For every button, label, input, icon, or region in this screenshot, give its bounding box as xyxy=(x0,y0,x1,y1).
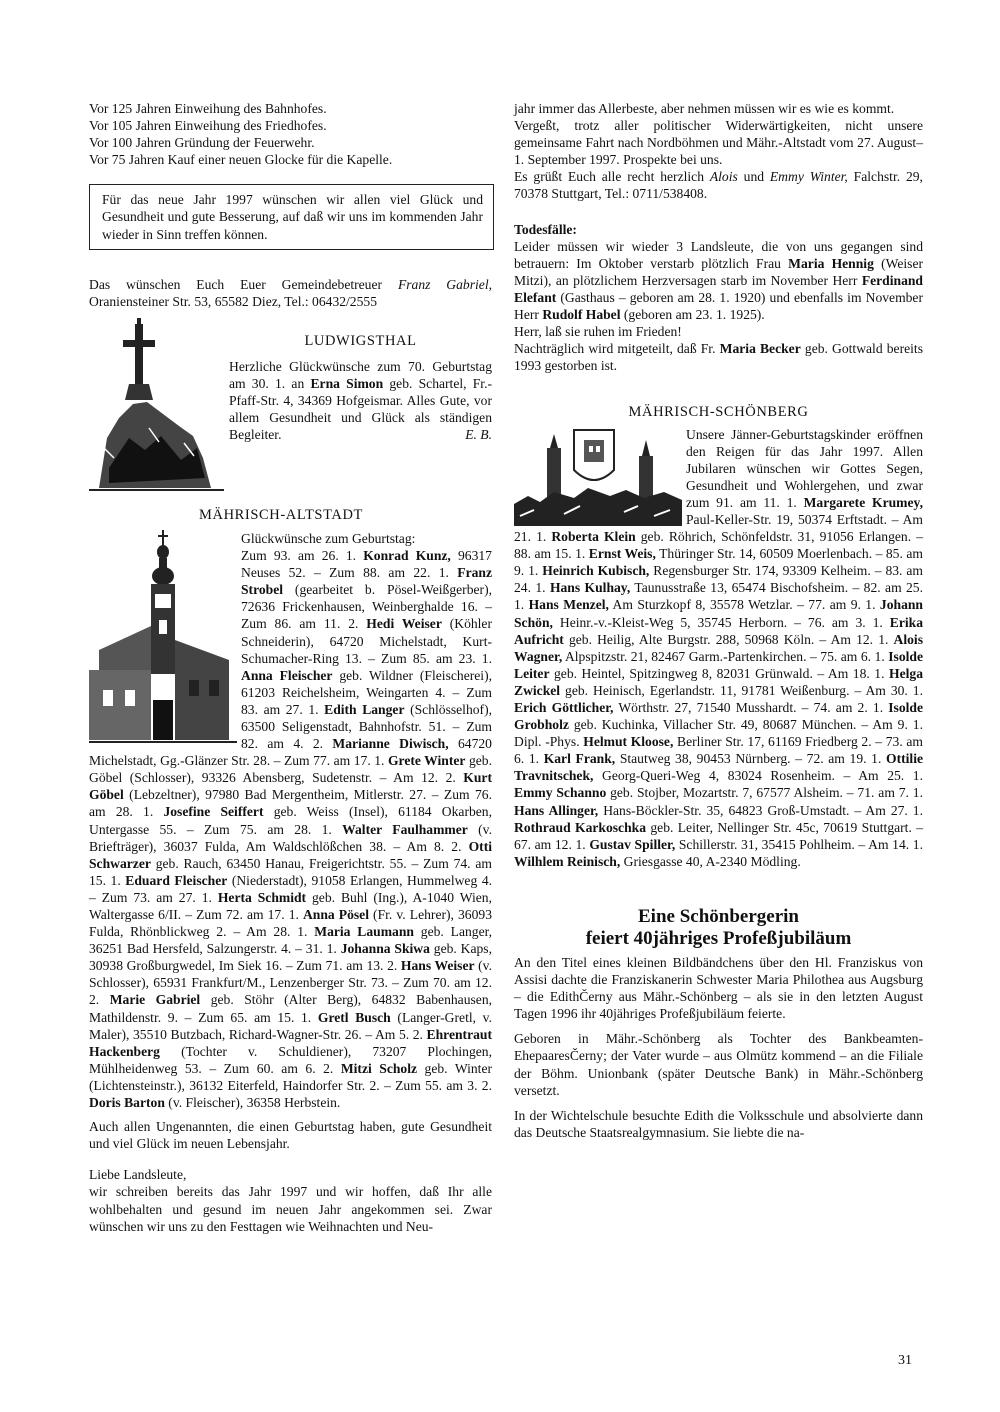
celebrant-name: Erna Simon xyxy=(310,376,384,392)
ludwigsthal-title: LUDWIGSTHAL xyxy=(304,332,417,349)
text-segment: (Köhler Schneiderin), 64720 Michelstadt, Kurt-Schumacher-Ring 13. – Zum 85. am 23. 1. xyxy=(241,616,492,666)
text-segment: Griesgasse 40, A-2340 Mödling. xyxy=(620,853,801,869)
text-segment: (geboren am 23. 1. 1925). xyxy=(620,307,765,323)
person-name: Margarete Krumey, xyxy=(803,494,923,510)
text-segment: Alpspitzstr. 21, 82467 Garm.-Partenkirchen. – 75. am 6. 1. xyxy=(562,648,889,664)
ludwigsthal-pre: Herzliche Glückwünsche zum 70. Geburtstag am 30. 1. an xyxy=(229,358,492,392)
person-name: Mitzi Scholz xyxy=(340,1060,418,1076)
text-segment: Am Sturzkopf 8, 35578 Wetzlar. – 77. am 9. 1. xyxy=(608,597,880,613)
text-segment: Regensburger Str. 174, 93309 Kelheim. – 83. am 24. 1. xyxy=(514,563,924,596)
late-notice-pre: Nachträglich wird mitgeteilt, daß Fr. xyxy=(514,341,716,357)
trip-notice: Vergeßt, trotz aller politischer Widerwärtigkeiten, nicht unsere gemeinsame Fahrt nach Nordböhmen und Mähr.-Altstadt vom 27. August–1. September 1997. Prospekte bei uns. xyxy=(514,118,923,168)
text-segment: geb. Heilig, Alte Burgstr. 288, 50968 Köln. – Am 12. 1. xyxy=(563,631,894,647)
person-name: Johann Schön, xyxy=(514,597,923,630)
text-segment: Stautweg 38, 90453 Nürnberg. – 72. am 19. 1. xyxy=(615,751,887,767)
person-name: Helga Zwickel xyxy=(514,665,923,698)
person-name: Heinrich Kubisch, xyxy=(542,563,650,579)
text-segment: Taunusstraße 13, 65474 Bischofsheim. – 82. am 25. 1. xyxy=(514,580,924,613)
text-segment: (Gasthaus – geboren am 28. 1. 1920) und ebenfalls im November Herr xyxy=(514,289,923,323)
article-paragraph: In der Wichtelschule besuchte Edith die Volksschule und absolvierte dann das Deutsche Staatsrealgymnasium. Sie liebte die na- xyxy=(514,1107,923,1140)
page-number: 31 xyxy=(898,1353,912,1368)
person-name: Marianne Diwisch, xyxy=(332,736,449,752)
late-notice-post: geb. Gottwald bereits 1993 gestorben ist. xyxy=(514,341,923,374)
letter-salutation: Liebe Landsleute, xyxy=(89,1167,187,1183)
anniversary-line: Vor 105 Jahren Einweihung des Friedhofes. xyxy=(89,118,327,134)
left-column xyxy=(89,100,492,1235)
person-name: Eduard Fleischer xyxy=(125,872,228,888)
text-segment: geb. Heinisch, Egerlandstr. 11, 91781 Weißenburg. – Am 30. 1. xyxy=(560,682,923,698)
person-name: Karl Frank, xyxy=(543,751,616,767)
sender-line xyxy=(89,276,492,310)
person-name: Josefine Seiffert xyxy=(163,804,264,820)
text-segment: geb. Weiss (Insel), 61184 Okarben, Untergasse 55. – Zum 75. am 28. 1. xyxy=(89,804,492,837)
text-segment: geb. Kuchinka, Villacher Str. 49, 80687 München. – Am 9. 1. Dipl. -Phys. xyxy=(514,717,923,750)
person-name: Ferdinand Elefant xyxy=(514,272,923,305)
person-name: Grete Winter xyxy=(387,753,466,769)
person-name: Hans Kulhay, xyxy=(549,580,631,596)
text-segment: Zum 93. am 26. 1. xyxy=(241,548,364,564)
text-segment: 64720 Michelstadt, Gg.-Glänzer Str. 28. – Zum 77. am 17. 1. xyxy=(89,736,492,769)
person-name: Doris Barton xyxy=(89,1095,165,1111)
anniversary-line: Vor 125 Jahren Einweihung des Bahnhofes. xyxy=(89,101,327,116)
text-segment: geb. Langer, 36251 Bad Hersfeld, Salzungerstr. 4. – 31. 1. xyxy=(89,924,492,957)
person-name: Erika Aufricht xyxy=(514,614,923,647)
signature-initials: E. B. xyxy=(465,427,492,443)
text-segment: (v. Schlosser), 65931 Frankfurt/M., Lenzenberger Str. 73. – Zum 70. am 12. 2. xyxy=(89,958,492,1008)
person-name: Marie Gabriel xyxy=(109,992,201,1008)
person-name: Helmut Kloose, xyxy=(583,734,674,750)
article-title-line-2: feiert 40jähriges Profeßjubiläum xyxy=(585,927,852,949)
person-name: Anna Fleischer xyxy=(241,667,333,683)
greeting-name-1: Alois xyxy=(709,169,738,185)
ludwigsthal-text xyxy=(229,358,492,443)
church-illustration xyxy=(89,530,237,752)
text-segment: geb. Heintel, Spitzingweg 8, 82031 Grünwald. – Am 18. 1. xyxy=(549,665,890,681)
text-segment: Unsere Jänner-Geburtstagskinder eröffnen den Reigen für das Jahr 1997. Allen Jubilaren wünschen wir Gottes Segen, Gesundheit und Wohlergehen, und zwar zum 91. am 11. 1. xyxy=(686,426,923,510)
greeting-address: Falchstr. 29, 70378 Stuttgart, Tel.: 0711/538408. xyxy=(514,169,923,202)
text-segment: (Tochter v. Schuldiener), 73207 Plochingen, Mühlheidenweg 53. – Zum 60. am 6. 2. xyxy=(89,1043,492,1076)
deaths-prayer: Herr, laß sie ruhen im Frieden! xyxy=(514,324,682,340)
greeting xyxy=(514,168,923,202)
text-segment: Wörthstr. 27, 71540 Musshardt. – 74. am 2. 1. xyxy=(613,700,889,715)
person-name: Johanna Skiwa xyxy=(340,941,430,957)
text-segment: (gearbeitet b. Pösel-Weißgerber), 72636 Frickenhausen, Weinberghalde 16. – Zum 86. am 11. 2. xyxy=(241,582,492,632)
person-name: Franz Strobel xyxy=(241,565,492,598)
person-name: Ernst Weis, xyxy=(588,546,656,562)
letter-body: wir schreiben bereits das Jahr 1997 und wir hoffen, daß Ihr alle wohlbehalten und gesund im neuen Jahr angekommen sei. Zwar wünschen wir uns zu den Festtagen wie Weihnachten und Neu- xyxy=(89,1184,492,1234)
text-segment: Thüringer Str. 14, 60509 Moerlenbach. – 85. am 9. 1. xyxy=(514,546,923,579)
person-name: Rothraud Karkoschka xyxy=(514,819,647,835)
text-segment: (Langer-Gretl, v. Maler), 35510 Butzbach, Richard-Wagner-Str. 26. – Am 5. 2. xyxy=(89,1009,492,1042)
person-name: Otti Schwarzer xyxy=(89,838,492,871)
person-name: Herta Schmidt xyxy=(217,889,307,905)
person-name: Hans Menzel, xyxy=(528,597,609,613)
person-name: Ottilie Travnitschek, xyxy=(514,751,924,784)
greeting-pre: Es grüßt Euch alle recht herzlich xyxy=(514,169,704,185)
text-segment: (Lebzeltner), 97980 Bad Mergentheim, Mitlerstr. 27. – Zum 76. am 28. 1. xyxy=(89,787,492,820)
person-name: Maria Hennig xyxy=(788,255,874,271)
person-name: Roberta Klein xyxy=(551,529,636,545)
person-name: Gustav Spiller, xyxy=(589,836,676,852)
new-year-wish-text: Für das neue Jahr 1997 wünschen wir allen viel Glück und Gesundheit und gute Besserung, auf daß wir uns im kommenden Jahr wieder in Sinn treffen können. xyxy=(102,192,483,242)
new-year-wish-box xyxy=(89,184,494,249)
person-name: Kurt Göbel xyxy=(89,770,492,803)
text-segment: Leider müssen wir wieder 3 Landsleute, die von uns gegangen sind betrauern: Im Oktober verstarb plötzlich Frau xyxy=(514,238,923,271)
text-segment: geb. Göbel (Schlosser), 93326 Abensberg, Sudetenstr. – Am 12. 2. xyxy=(89,753,492,786)
sender-name: Franz Gabriel, xyxy=(397,276,492,292)
person-name: Rudolf Habel xyxy=(542,307,621,323)
text-segment: Berliner Str. 17, 61169 Friedberg 2. – 73. am 6. 1. xyxy=(514,734,923,767)
person-name: Edith Langer xyxy=(324,701,405,717)
person-name: Emmy Schanno xyxy=(514,785,607,801)
person-name: Alois Wagner, xyxy=(514,631,923,664)
text-segment: geb. Stöhr (Alter Berg), 64832 Babenhausen, Mathildenstr. 9. – Zum 65. am 15. 1. xyxy=(89,992,493,1025)
text-segment: (Schlösselhof), 63500 Seligenstadt, Bahnhofstr. 51. – Zum 82. am 4. 2. xyxy=(241,701,493,752)
text-segment: (v. Briefträger), 36037 Fulda, Am Waldschlößchen 38. – Am 8. 2. xyxy=(89,821,492,854)
person-name: Hans Allinger, xyxy=(514,802,599,818)
person-name: Konrad Kunz, xyxy=(363,548,451,564)
altstadt-title: MÄHRISCH-ALTSTADT xyxy=(199,506,363,523)
deceased-name: Maria Becker xyxy=(719,341,801,357)
schoenberg-title: MÄHRISCH-SCHÖNBERG xyxy=(628,404,809,421)
greeting-name-2: Emmy Winter, xyxy=(769,169,848,185)
text-segment: geb. Kaps, 30938 Großburgwedel, Im Siek 16. – Zum 71. am 13. 2. xyxy=(89,941,492,974)
text-segment: (Weiser Mitzi), an plötzlichem Herzversagen starb im November Herr xyxy=(514,255,924,288)
article-paragraph: An den Titel eines kleinen Bildbändchens über den Hl. Franziskus von Assisi dachte die Franziskanerin Schwester Maria Philothea aus Augsburg – die EdithČerny aus Mähr.-Schönberg – als sie in den letzten August Tagen 1996 ihr 40jähriges Profeßjubiläum feierte. xyxy=(514,954,923,1022)
person-name: Hans Weiser xyxy=(400,958,475,974)
mountain-cross-illustration xyxy=(89,318,224,493)
sender-address: Oraniensteiner Str. 53, 65582 Diez, Tel.: 06432/2555 xyxy=(89,293,377,309)
person-name: Gretl Busch xyxy=(317,1009,391,1025)
person-name: Isolde Grobholz xyxy=(514,700,923,733)
sender-text: Das wünschen Euch Euer Gemeindebetreuer xyxy=(89,276,383,292)
text-segment: (Niederstadt), 91058 Erlangen, Hummelweg 4. – Zum 73. am 27. 1. xyxy=(89,872,493,905)
text-segment: (Fr. v. Lehrer), 36093 Fulda, Rhönblickweg 2. – Am 28. 1. xyxy=(89,907,492,940)
person-name: Erich Göttlicher, xyxy=(514,700,614,715)
text-segment: 96317 Neuses 52. – Zum 88. am 22. 1. xyxy=(241,548,492,581)
text-segment: Hans-Böckler-Str. 35, 64823 Groß-Umstadt. – Am 27. 1. xyxy=(598,802,924,818)
right-column xyxy=(514,100,923,1141)
text-segment: Paul-Keller-Str. 19, 50374 Erftstadt. – Am 21. 1. xyxy=(514,511,923,545)
altstadt-section xyxy=(89,507,492,1235)
deaths-text xyxy=(514,238,923,323)
text-segment: Georg-Queri-Weg 4, 83024 Rosenheim. – Am 25. 1. xyxy=(593,768,923,784)
text-segment: geb. Leiter, Nellinger Str. 45c, 70619 Stuttgart. – 67. am 12. 1. xyxy=(514,819,923,852)
article-paragraph: Geboren in Mähr.-Schönberg als Tochter des Bankbeamten-EhepaaresČerny; der Vater wurde – aus Olmütz kommend – an die Filiale der Böhm. Unionbank (später Deutsche Bank) in Mähr.-Schönberg versetzt. xyxy=(514,1031,923,1098)
person-name: Ehrentraut Hackenberg xyxy=(89,1026,492,1059)
person-name: Anna Pösel xyxy=(302,907,369,922)
text-segment: geb. Rauch, 63450 Hanau, Freigerichtstr. 55. – Zum 74. am 15. 1. xyxy=(89,855,492,888)
text-segment: geb. Winter (Lichtensteinstr.), 36132 Eiterfeld, Haindorfer Str. 2. – Zum 55. am 3. 2. xyxy=(89,1060,493,1093)
ludwigsthal-post: geb. Schartel, Fr.-Pfaff-Str. 4, 34369 Hofgeismar. Alles Gute, vor allem Gesundheit und Glück als ständigen Begleiter. xyxy=(229,376,492,443)
text-segment: geb. Stojber, Mozartstr. 7, 67577 Alsheim. – 71. am 7. 1. xyxy=(606,785,923,801)
person-name: Walter Faulhammer xyxy=(342,821,468,837)
person-name: Maria Laumann xyxy=(314,924,414,940)
person-name: Isolde Leiter xyxy=(514,648,923,681)
anniversary-list xyxy=(89,100,492,168)
text-segment: Heinr.-v.-Kleist-Weg 5, 35745 Herborn. – 76. am 3. 1. xyxy=(552,614,890,630)
altstadt-intro: Glückwünsche zum Geburtstag: xyxy=(241,530,416,546)
person-name: Wilhlem Reinisch, xyxy=(514,853,621,869)
town-crest-illustration xyxy=(514,426,682,528)
deaths-late-notice xyxy=(514,340,923,374)
article-title-line-1: Eine Schönbergerin xyxy=(638,905,799,927)
altstadt-closing: Auch allen Ungenannten, die einen Geburtstag haben, gute Gesundheit und viel Glück im neuen Lebensjahr. xyxy=(89,1119,492,1152)
ludwigsthal-section xyxy=(89,318,492,493)
letter-continuation: jahr immer das Allerbeste, aber nehmen müssen wir es wie es kommt. xyxy=(514,101,895,116)
text-segment: geb. Wildner (Fleischerei), 61203 Reichelsheim, Weingarten 4. – Zum 83. am 27. 1. xyxy=(241,667,492,717)
text-segment: Schillerstr. 31, 35415 Pohlheim. – Am 14. 1. xyxy=(675,836,923,852)
greeting-and: und xyxy=(743,169,765,185)
text-segment: geb. Buhl (Ing.), A-1040 Wien, Waltergasse 6/II. – Zum 72. am 17. 1. xyxy=(89,889,492,922)
text-segment: geb. Röhrich, Schönfeldstr. 31, 91056 Erlangen. – 88. am 15. 1. xyxy=(514,529,923,562)
text-segment: (v. Fleischer), 36358 Herbstein. xyxy=(164,1095,341,1111)
person-name: Hedi Weiser xyxy=(366,616,442,632)
anniversary-line: Vor 75 Jahren Kauf einer neuen Glocke für die Kapelle. xyxy=(89,152,393,168)
anniversary-line: Vor 100 Jahren Gründung der Feuerwehr. xyxy=(89,135,315,151)
deaths-title: Todesfälle: xyxy=(514,221,577,237)
